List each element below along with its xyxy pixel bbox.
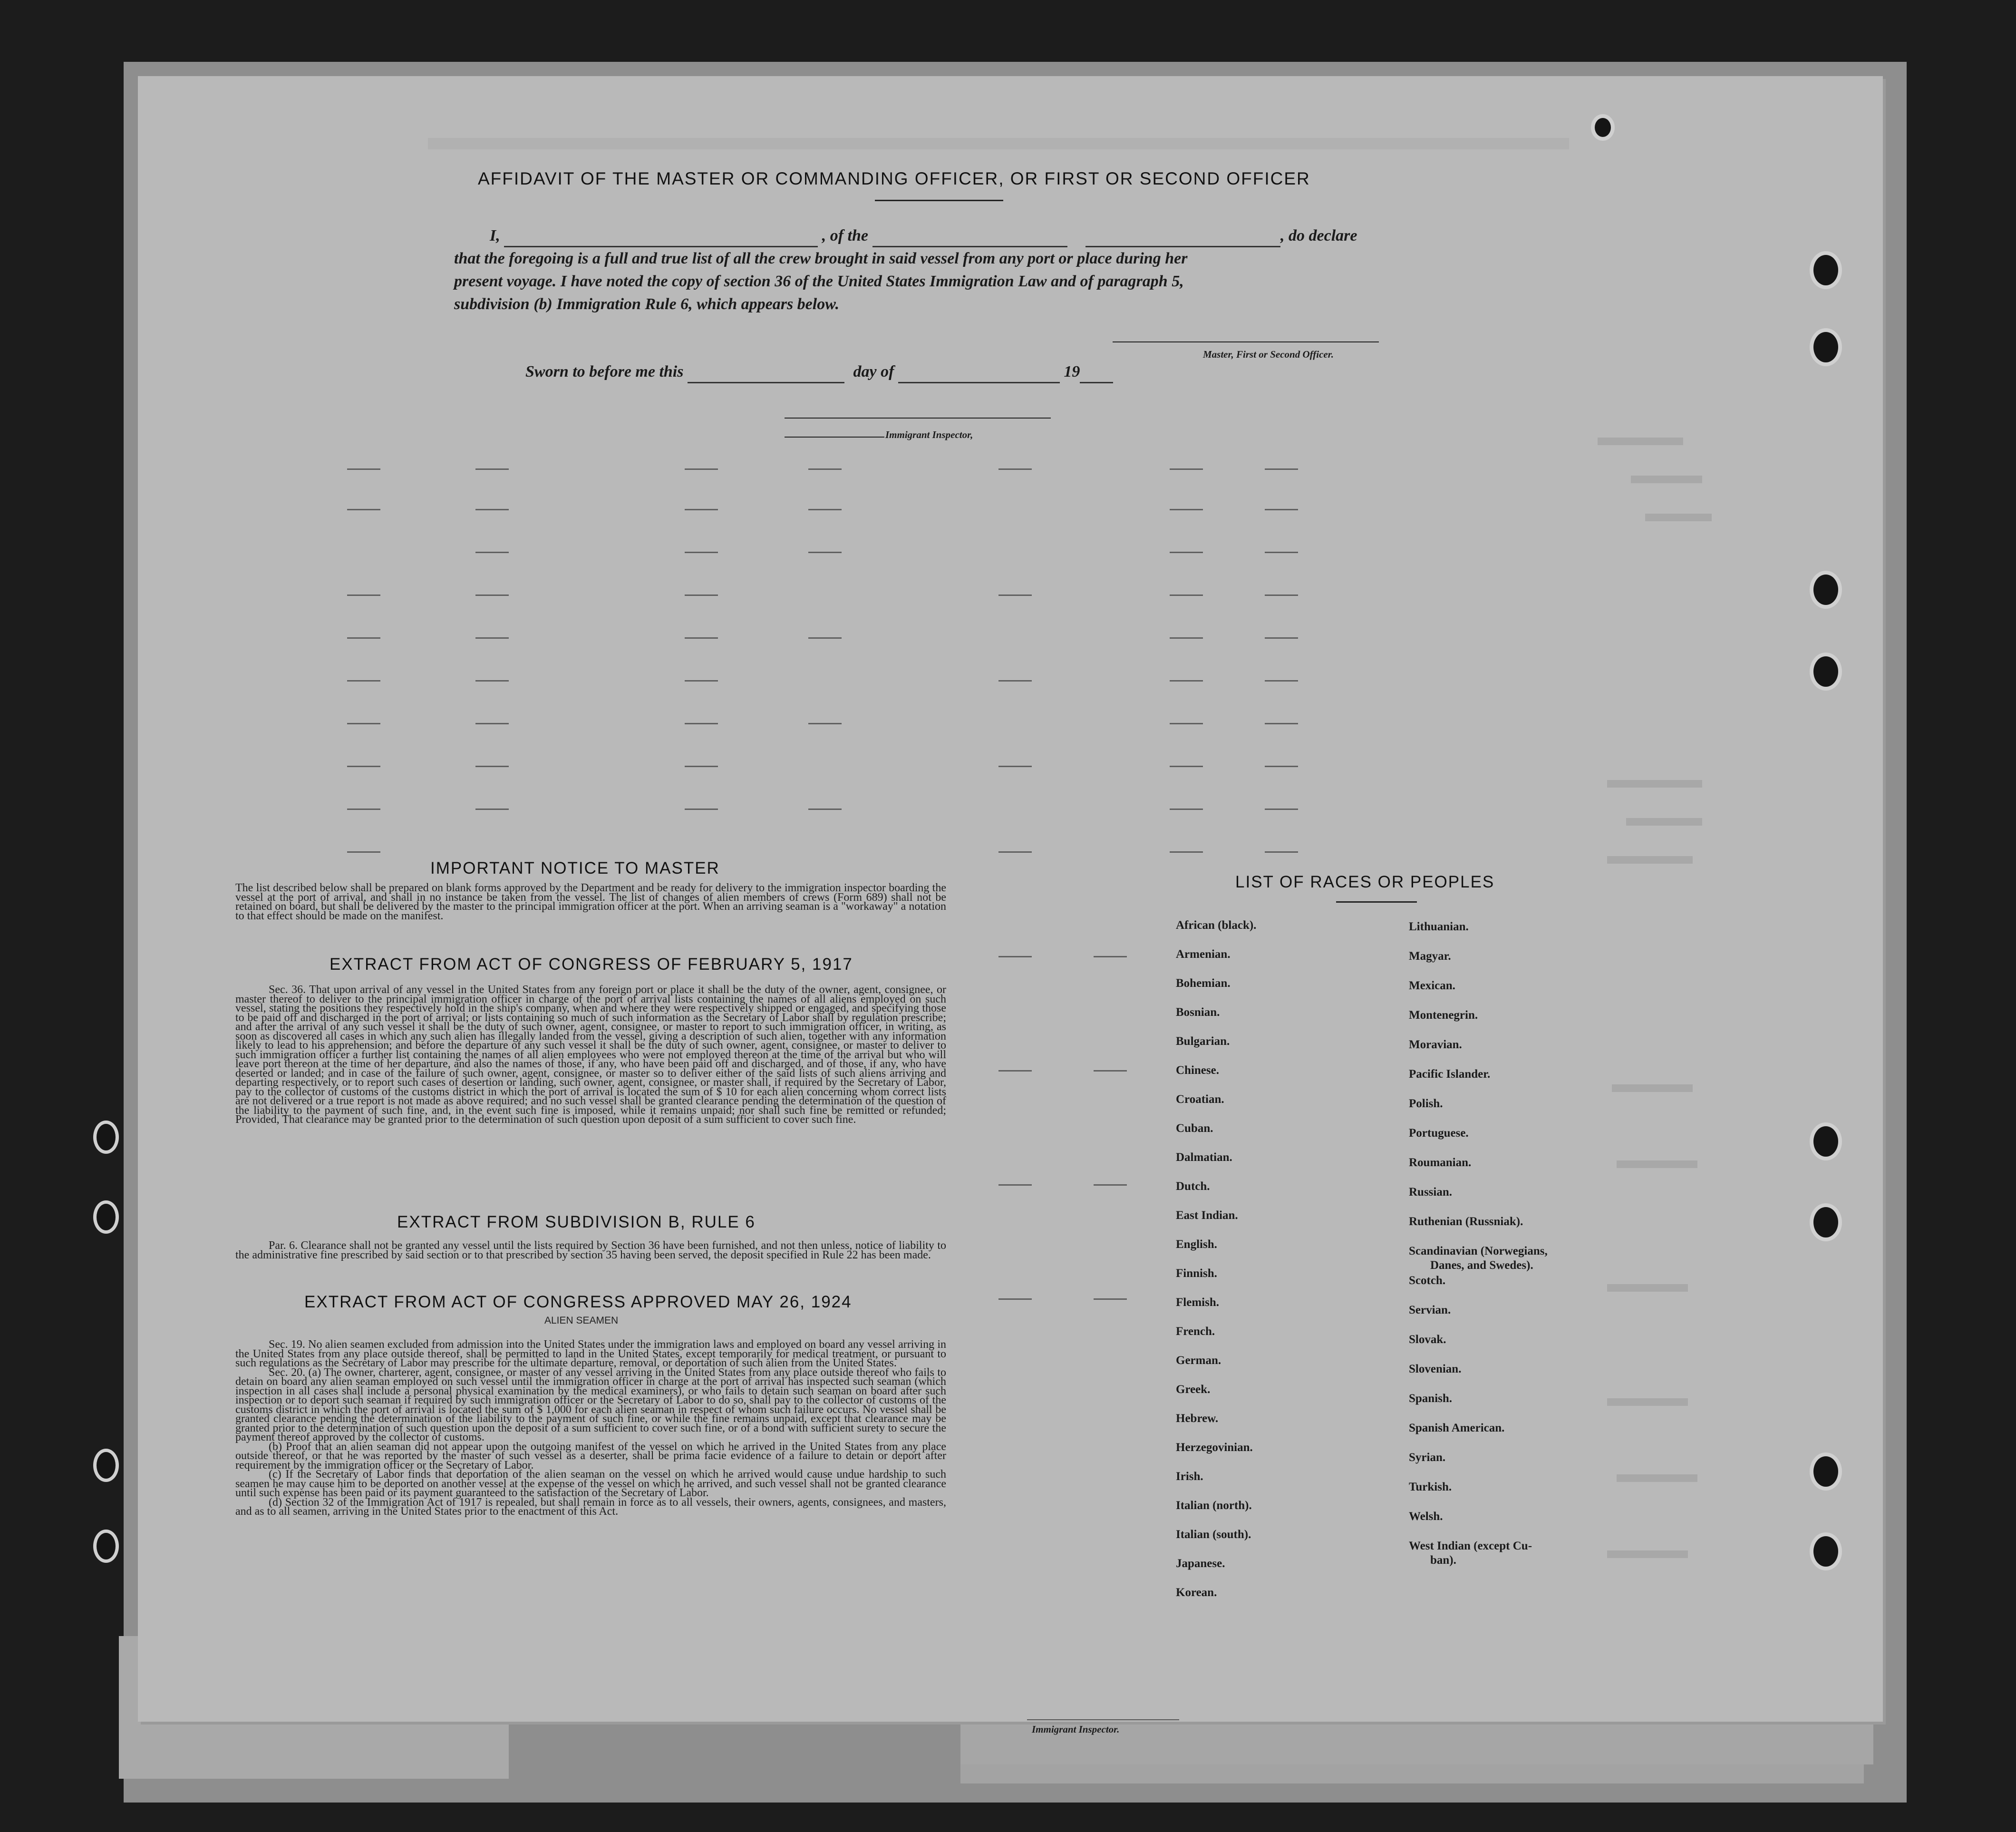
race-item: Korean. — [1176, 1586, 1217, 1599]
race-item: Danes, and Swedes). — [1430, 1259, 1533, 1272]
punch-hole — [1810, 1122, 1842, 1160]
race-item: Servian. — [1409, 1304, 1451, 1316]
punch-hole — [93, 1449, 119, 1482]
race-item: Slovenian. — [1409, 1363, 1462, 1375]
race-item: Spanish. — [1409, 1392, 1453, 1405]
race-item: Finnish. — [1176, 1267, 1217, 1280]
sworn-line — [525, 361, 1113, 383]
races-title: LIST OF RACES OR PEOPLES — [1235, 873, 1495, 891]
sec-20b-text: (b) Proof that an alien seaman did not appear upon the outgoing manifest of the vessel on which he arrived in the United States from any place outside thereof, or that he was reported by the master of such vessel as a deserter, shall be prima facie evidence of a failure to detain or deport after requirement by the immigration officer or the Secretary of Labor. — [235, 1440, 946, 1471]
race-item: Bohemian. — [1176, 977, 1231, 990]
footer-inspector-caption: Immigrant Inspector. — [1032, 1724, 1120, 1735]
race-item: Hebrew. — [1176, 1412, 1219, 1425]
race-item: Bosnian. — [1176, 1006, 1220, 1019]
officer-signature-line[interactable] — [1113, 341, 1379, 342]
race-item: Portuguese. — [1409, 1127, 1469, 1140]
race-item: Russian. — [1409, 1186, 1453, 1199]
race-item: Lithuanian. — [1409, 920, 1469, 933]
punch-hole — [1810, 1452, 1842, 1491]
inspector-signature-line-2 — [785, 437, 884, 438]
rule6-text: Par. 6. Clearance shall not be granted any vessel until the lists required by Section 36 have been furnished, and not then unless, notice of liability to the administrative fine prescribed by said section or to that prescribed by section 35 having been served, the deposit specified in Rule 22 has been made. — [235, 1239, 946, 1261]
race-item: Greek. — [1176, 1383, 1211, 1396]
title-underline — [875, 200, 1003, 201]
race-item: African (black). — [1176, 919, 1257, 932]
race-item: Herzegovinian. — [1176, 1441, 1253, 1454]
punch-hole — [1810, 328, 1842, 366]
punch-hole — [93, 1530, 119, 1563]
race-item: Flemish. — [1176, 1296, 1219, 1309]
affidavit-title: AFFIDAVIT OF THE MASTER OR COMMANDING OFFICER, OR FIRST OR SECOND OFFICER — [478, 169, 1310, 188]
punch-hole — [1810, 251, 1842, 289]
extract-1924-body — [235, 1340, 946, 1517]
race-item: Magyar. — [1409, 950, 1451, 963]
punch-hole — [1810, 1532, 1842, 1570]
punch-hole — [1810, 653, 1842, 691]
race-item: French. — [1176, 1325, 1215, 1338]
affidavit-body — [454, 224, 1386, 316]
officer-caption: Master, First or Second Officer. — [1203, 349, 1334, 360]
extract-1917-title: EXTRACT FROM ACT OF CONGRESS OF FEBRUARY 5, 1917 — [330, 955, 853, 974]
punch-hole — [1591, 114, 1615, 141]
notice-text: The list described below shall be prepared on blank forms approved by the Department and be ready for delivery to the immigration inspector boarding the vessel at the port of arrival, and shall in no instance be taken from the vessel. The list of changes of alien members of crews (Form 689) shall not be retained on board, but shall be delivered by the master to the principal immigration officer at the port. When an arriving seaman is a "workaway" a notation to that effect should be made on the manifest. — [235, 882, 946, 922]
race-item: West Indian (except Cu- — [1409, 1540, 1532, 1552]
race-item: East Indian. — [1176, 1209, 1238, 1222]
affidavit-line-3: present voyage. I have noted the copy of section 36 of the United States Immigration Law and of paragraph 5, — [454, 273, 1184, 290]
inspector-signature-line[interactable] — [785, 418, 1051, 419]
footer-inspector-line — [1027, 1719, 1179, 1720]
race-item: Chinese. — [1176, 1064, 1219, 1077]
race-item: Japanese. — [1176, 1557, 1225, 1570]
punch-hole — [1810, 1203, 1842, 1241]
extract-1924-title: EXTRACT FROM ACT OF CONGRESS APPROVED MAY 26, 1924 — [304, 1293, 852, 1311]
alien-seamen-subtitle: ALIEN SEAMEN — [544, 1315, 619, 1326]
sec-20d-text: (d) Section 32 of the Immigration Act of 1917 is repealed, but shall remain in force as to all vessels, their owners, agents, consignees, and masters, and as to all seamen, arriving in the United States prior to the enactment of this Act. — [235, 1496, 946, 1518]
race-item: Moravian. — [1409, 1038, 1462, 1051]
sworn-year-field[interactable] — [1080, 382, 1113, 383]
affidavit-line-2: that the foregoing is a full and true list of all the crew brought in said vessel from any port or place during her — [454, 250, 1188, 267]
race-item: Scandinavian (Norwegians, — [1409, 1245, 1548, 1257]
race-item: Cuban. — [1176, 1122, 1213, 1135]
punch-hole — [93, 1121, 119, 1154]
race-item: Scotch. — [1409, 1274, 1446, 1287]
race-item: Welsh. — [1409, 1510, 1443, 1523]
inspector-caption: Immigrant Inspector, — [885, 429, 973, 440]
rule6-title: EXTRACT FROM SUBDIVISION B, RULE 6 — [397, 1213, 756, 1231]
affidavit-of-the: , of the — [822, 227, 869, 244]
race-item: Roumanian. — [1409, 1156, 1472, 1169]
punch-hole — [1810, 571, 1842, 609]
notice-title: IMPORTANT NOTICE TO MASTER — [430, 859, 720, 877]
race-item: Dutch. — [1176, 1180, 1210, 1193]
race-item: Mexican. — [1409, 979, 1455, 992]
race-item: Spanish American. — [1409, 1422, 1505, 1434]
affidavit-i: I, — [490, 227, 500, 244]
race-item: Dalmatian. — [1176, 1151, 1232, 1164]
sec-20a-text: Sec. 20. (a) The owner, charterer, agent, consignee, or master of any vessel arriving in the United States from any place outside thereof who fails to detain on board any alien seaman employed on such vessel until the immigration officer in charge at the port of arrival has inspected such seaman (which inspection in all cases shall include a personal physical examination by the medical examiners), or who fails to detain such seaman on board after such inspection or to deport such seaman if required by such immigration officer or the Secretary of Labor to do so, shall pay to the collector of customs of the customs district in which the port of arrival is located the sum of $ 1,000 for each alien seaman in respect of whom such failure occurs. No vessel shall be granted clearance pending the determination of the liability to the payment of such fine, or while the fine remains unpaid, except that clearance may be granted prior to the determination of such question upon the deposit of a sum sufficient to cover such fine, or of a bond with sufficient surety to secure the payment thereof approved by the collector of customs. — [235, 1366, 946, 1443]
affidavit-line-4: subdivision (b) Immigration Rule 6, which appears below. — [454, 295, 840, 313]
race-item: German. — [1176, 1354, 1221, 1367]
race-item: Italian (south). — [1176, 1528, 1251, 1541]
sworn-month-field[interactable] — [898, 382, 1060, 383]
race-item: Slovak. — [1409, 1333, 1446, 1346]
race-item: Pacific Islander. — [1409, 1068, 1491, 1081]
sec-19-text: Sec. 19. No alien seamen excluded from admission into the United States under the immigration laws and employed on board any vessel arriving in the United States from any place outside thereof, shall be permitted to land in the United States, except temporarily for medical treatment, or pursuant to such regulations as the Secretary of Labor may prescribe for the ultimate departure, removal, or deportation of such alien from the United States. — [235, 1338, 946, 1369]
day-of-text: day of — [853, 363, 894, 380]
race-item: Syrian. — [1409, 1451, 1446, 1464]
year-text: 19 — [1064, 363, 1080, 380]
affidavit-declare: , do declare — [1280, 227, 1357, 244]
sworn-day-field[interactable] — [688, 382, 844, 383]
sworn-text: Sworn to before me this — [525, 363, 684, 380]
race-item: Irish. — [1176, 1470, 1203, 1483]
sec-20c-text: (c) If the Secretary of Labor finds that deportation of the alien seaman on the vessel on which he arrived would cause undue hardship to such seamen he may cause him to be deported on another vessel at the expense of the vessel on which he arrived, and such vessel shall not be granted clearance until such expense has been paid or its payment guaranteed to the satisfaction of the Secretary of Labor. — [235, 1468, 946, 1499]
races-title-underline — [1336, 901, 1417, 903]
race-item: Ruthenian (Russniak). — [1409, 1215, 1523, 1228]
punch-hole — [93, 1200, 119, 1234]
race-item: Croatian. — [1176, 1093, 1224, 1106]
race-item: ban). — [1430, 1554, 1456, 1567]
race-item: Bulgarian. — [1176, 1035, 1230, 1048]
extract-1917-text: Sec. 36. That upon arrival of any vessel in the United States from any foreign port or place it shall be the duty of the owner, agent, consignee, or master thereof to deliver to the principal immigration officer in charge of the port of arrival lists containing the names of all aliens employed on such vessel, stating the positions they respectively hold in the ship's company, when and where they were respectively shipped or engaged, and specifying those to be paid off and discharged in the port of arrival; or lists containing so much of such information as the Secretary of Labor shall by regulation prescribe; and after the arrival of any such vessel it shall be the duty of such owner, agent, consignee, or master to report to such immigration officer, in writing, as soon as discovered all cases in which any such alien has illegally landed from the vessel, giving a description of such alien, together with any information likely to lead to his apprehension; and before the departure of any such vessel it shall be the duty of such owner, agent, consignee, or master to deliver to such immigration officer a further list containing the names of all alien employees who were not employed thereon at the time of the arrival but who will leave port thereon at the time of her departure, and also the names of those, if any, who have been paid off and discharged, and of those, if any, who have deserted or landed; and in case of the failure of such owner, agent, consignee, or master so to deliver either of the said lists of such aliens arriving and departing respectively, or to report such cases of desertion or landing, such owner, agent, consignee, or master shall, if required by the Secretary of Labor, pay to the collector of customs of the customs district in which the port of arrival is located the sum of $ 10 for each alien concerning whom correct lists are not delivered or a true report is not made as above required; and no such vessel shall be granted clearance pending the determination of the question of the liability to the payment of such fine, and, in the event such fine is imposed, while it remains unpaid; nor shall such fine be remitted or refunded; Provided, That clearance may be granted prior to the determination of such question upon deposit of a sum sufficient to cover such fine. — [235, 984, 946, 1126]
race-item: Turkish. — [1409, 1481, 1452, 1493]
race-item: English. — [1176, 1238, 1217, 1251]
race-item: Montenegrin. — [1409, 1009, 1478, 1022]
race-item: Armenian. — [1176, 948, 1231, 961]
race-item: Polish. — [1409, 1097, 1443, 1110]
race-item: Italian (north). — [1176, 1499, 1252, 1512]
